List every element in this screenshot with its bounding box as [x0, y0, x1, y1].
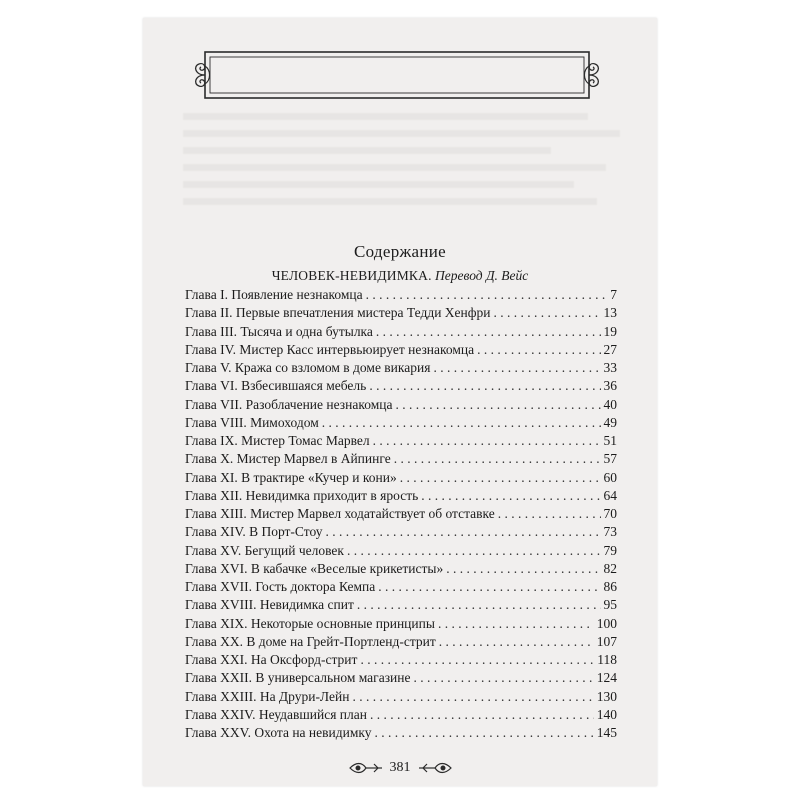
chapter-title: Глава XXIII. На Друри-Лейн	[185, 688, 350, 704]
dot-leader	[373, 433, 601, 449]
work-title: ЧЕЛОВЕК-НЕВИДИМКА.	[271, 268, 432, 283]
toc-row	[185, 579, 617, 597]
chapter-title: Глава XXV. Охота на невидимку	[185, 725, 372, 740]
chapter-page-number: 86	[603, 579, 617, 594]
toc-row	[185, 506, 617, 524]
dot-leader	[370, 707, 594, 723]
dot-leader	[357, 597, 601, 613]
toc-row	[185, 689, 617, 707]
chapter-title: Глава I. Появление незнакомца	[185, 287, 363, 302]
toc-row	[185, 597, 617, 615]
chapter-page-number: 130	[596, 688, 617, 704]
chapter-page-number: 36	[603, 378, 617, 394]
section-header	[143, 268, 657, 284]
chapter-title: Глава XII. Невидимка приходит в ярость	[185, 487, 419, 503]
dot-leader	[325, 524, 600, 540]
toc-row	[185, 725, 617, 743]
chapter-title: Глава XI. В трактире «Кучер и кони»	[185, 469, 397, 485]
chapter-page-number: 107	[596, 633, 617, 649]
dot-leader	[360, 652, 594, 668]
dot-leader	[438, 616, 594, 632]
chapter-title: Глава XXII. В универсальном магазине	[185, 670, 411, 686]
chapter-title: Глава XXIV. Неудавшийся план	[185, 706, 367, 722]
chapter-title: Глава XIV. В Порт-Стоу	[185, 524, 323, 540]
toc-row	[185, 543, 617, 561]
chapter-page-number: 70	[603, 506, 617, 521]
toc-row	[185, 342, 617, 360]
chapter-title: Глава XVI. В кабачке «Веселые крикетисты»	[185, 560, 444, 576]
chapter-title: Глава XV. Бегущий человек	[185, 542, 344, 558]
chapter-title: Глава XVIII. Невидимка спит	[185, 597, 354, 613]
chapter-page-number: 27	[603, 341, 617, 357]
chapter-page-number: 64	[603, 487, 617, 503]
dot-leader	[413, 670, 593, 686]
dot-leader	[352, 689, 593, 705]
chapter-page-number: 140	[596, 706, 617, 722]
toc-row	[185, 433, 617, 451]
chapter-page-number: 33	[603, 360, 617, 375]
ornament-right-icon	[417, 761, 453, 775]
chapter-title: Глава XXI. На Оксфорд-стрит	[185, 652, 358, 667]
dot-leader	[394, 451, 601, 467]
toc-row	[185, 415, 617, 433]
chapter-page-number: 118	[597, 652, 617, 667]
toc-row	[185, 305, 617, 323]
toc-row	[185, 451, 617, 469]
toc-row	[185, 616, 617, 634]
toc-row	[185, 360, 617, 378]
toc-row	[185, 397, 617, 415]
dot-leader	[378, 579, 600, 595]
dot-leader	[366, 287, 608, 303]
chapter-page-number: 7	[610, 287, 617, 302]
dot-leader	[498, 506, 601, 522]
chapter-title: Глава VIII. Мимоходом	[185, 414, 319, 430]
ornamental-frame-icon	[191, 48, 603, 102]
chapter-page-number: 40	[603, 396, 617, 412]
chapter-title: Глава V. Кража со взломом в доме викария	[185, 360, 431, 375]
toc-row	[185, 378, 617, 396]
chapter-title: Глава X. Мистер Марвел в Айпинге	[185, 451, 391, 467]
toc-row	[185, 488, 617, 506]
dot-leader	[376, 324, 601, 340]
dot-leader	[395, 397, 600, 413]
dot-leader	[446, 561, 600, 577]
translator-credit: Перевод Д. Вейс	[435, 268, 529, 283]
toc-row	[185, 634, 617, 652]
chapter-page-number: 95	[603, 597, 617, 613]
chapter-title: Глава II. Первые впечатления мистера Тедди Хенфри	[185, 305, 491, 321]
page-footer	[143, 760, 657, 776]
chapter-title: Глава VI. Взбесившаяся мебель	[185, 378, 367, 394]
dot-leader	[439, 634, 594, 650]
chapter-title: Глава XVII. Гость доктора Кемпа	[185, 579, 376, 594]
chapter-page-number: 82	[603, 560, 617, 576]
toc-row	[185, 561, 617, 579]
dot-leader	[421, 488, 600, 504]
chapter-page-number: 79	[603, 542, 617, 558]
chapter-page-number: 145	[596, 725, 617, 740]
page-number: 381	[389, 760, 411, 775]
chapter-page-number: 19	[603, 323, 617, 339]
chapter-title: Глава XIII. Мистер Марвел ходатайствует об отставке	[185, 506, 495, 521]
chapter-page-number: 73	[603, 524, 617, 540]
dot-leader	[477, 342, 600, 358]
dot-leader	[347, 543, 601, 559]
chapter-title: Глава III. Тысяча и одна бутылка	[185, 323, 373, 339]
contents-heading: Содержание	[353, 242, 447, 261]
chapter-page-number: 51	[603, 433, 617, 448]
chapter-page-number: 13	[603, 305, 617, 321]
toc-row	[185, 524, 617, 542]
chapter-page-number: 100	[596, 615, 617, 631]
book-page	[143, 18, 657, 786]
dot-leader	[493, 305, 600, 321]
chapter-title: Глава IX. Мистер Томас Марвел	[185, 433, 370, 448]
toc-row	[185, 652, 617, 670]
chapter-title: Глава XX. В доме на Грейт-Портленд-стрит	[185, 633, 436, 649]
chapter-page-number: 49	[603, 414, 617, 430]
toc-row	[185, 670, 617, 688]
chapter-page-number: 57	[603, 451, 617, 467]
table-of-contents	[185, 287, 617, 743]
toc-row	[185, 324, 617, 342]
dot-leader	[369, 378, 600, 394]
chapter-page-number: 124	[596, 670, 617, 686]
dot-leader	[322, 415, 601, 431]
toc-row	[185, 707, 617, 725]
chapter-title: Глава VII. Разоблачение незнакомца	[185, 396, 393, 412]
dot-leader	[400, 470, 601, 486]
chapter-title: Глава IV. Мистер Касс интервьюирует незнакомца	[185, 341, 475, 357]
dot-leader	[375, 725, 594, 741]
ornament-left-icon	[348, 761, 384, 775]
chapter-title: Глава XIX. Некоторые основные принципы	[185, 615, 435, 631]
dot-leader	[433, 360, 600, 376]
toc-row	[185, 470, 617, 488]
toc-row	[185, 287, 617, 305]
chapter-page-number: 60	[603, 469, 617, 485]
